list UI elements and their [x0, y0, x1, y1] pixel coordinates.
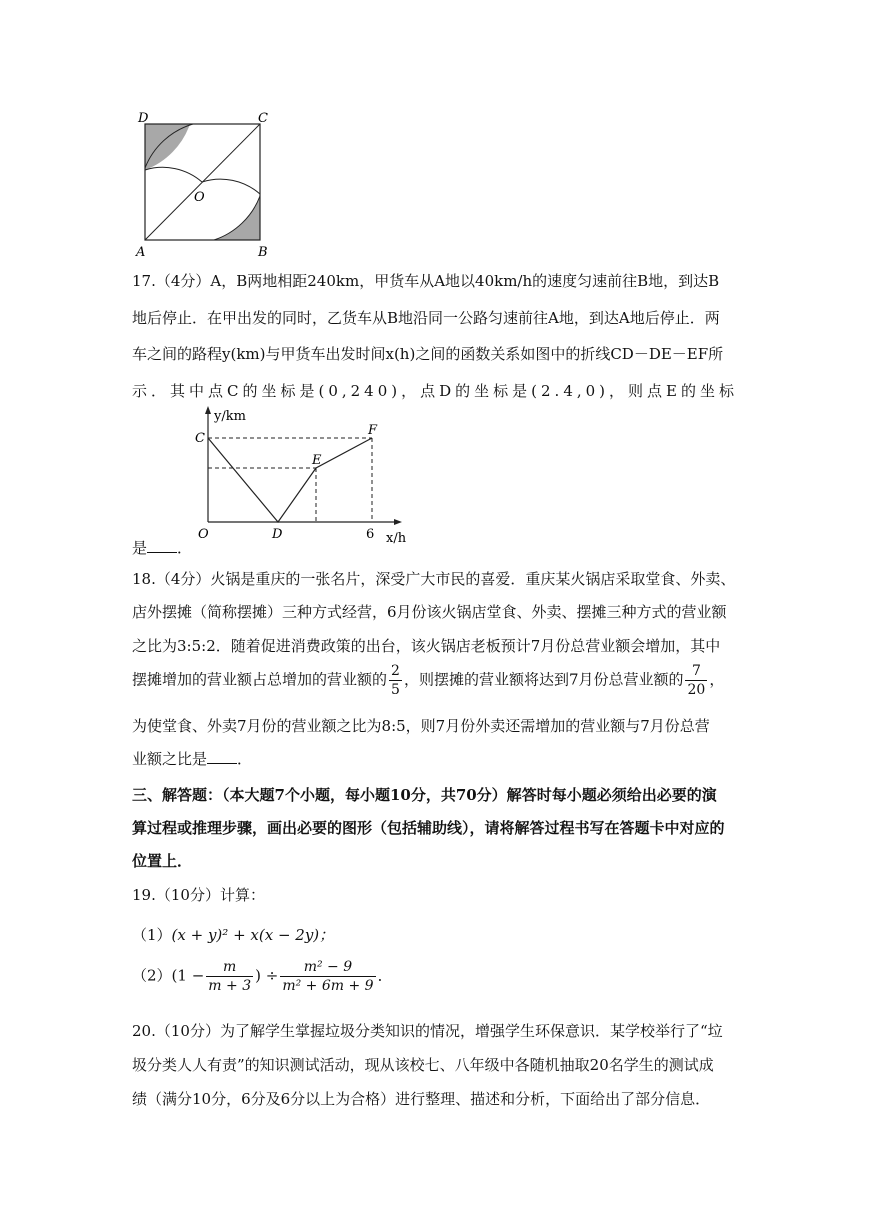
- q17-line-3: 车之间的路程y(km)与甲货车出发时间x(h)之间的函数关系如图中的折线CD－DE－EF所: [132, 345, 724, 363]
- q18-line-6: [132, 749, 252, 769]
- q19-part-2: [132, 958, 393, 995]
- q20-line-1: 20.（10分）为了解学生掌握垃圾分类知识的情况，增强学生环保意识．某学校举行了“垃: [132, 1022, 723, 1040]
- q18-line-4: [132, 662, 724, 699]
- label-f: F: [368, 423, 378, 438]
- tick-6: 6: [366, 527, 375, 542]
- q18-line-2: 店外摆摊（简称摆摊）三种方式经营，6月份该火锅店堂食、外卖、摆摊三种方式的营业额: [132, 603, 727, 621]
- q18-text-b: ，则摆摊的营业额将达到7月份总营业额的: [403, 670, 684, 689]
- q18-end: ．: [237, 750, 253, 768]
- function-graph: [190, 404, 420, 552]
- q18-line-3: 之比为3:5:2．随着促进消费政策的出台，该火锅店老板预计7月份总营业额会增加，其中: [132, 637, 721, 655]
- q18-text-a: 摆摊增加的营业额占总增加的营业额的: [132, 670, 388, 689]
- fraction-m-over-m3: $\frac{m}{m + 3}$: [208, 959, 252, 994]
- q18-text-c: ，: [709, 670, 725, 689]
- q17-line-1: 17.（4分）A，B两地相距240km，甲货车从A地以40km/h的速度匀速前往B地，到达B: [132, 272, 720, 290]
- q17-shi: 是: [132, 539, 148, 557]
- answer-blank-18: [207, 749, 237, 764]
- label-c: C: [195, 431, 205, 446]
- label-b: B: [258, 245, 268, 260]
- section3-line-1: 三、解答题：（本大题7个小题，每小题10分，共70分）解答时每小题必须给出必要的演: [132, 786, 717, 804]
- q20-line-2: 圾分类人人有责”的知识测试活动，现从该校七、八年级中各随机抽取20名学生的测试成: [132, 1056, 714, 1074]
- q19-p2-label: （2）: [132, 966, 172, 985]
- q19-part-1: [132, 925, 334, 945]
- q19-p2-end: ．: [377, 966, 393, 985]
- q19-p2-open: (1 −: [171, 966, 205, 985]
- section3-line-2: 算过程或推理步骤，画出必要的图形（包括辅助线），请将解答过程书写在答题卡中对应的: [132, 819, 725, 837]
- shaded-region-bottom-right: [214, 196, 260, 240]
- label-d: D: [272, 527, 283, 542]
- q18-text-end: 业额之比是: [132, 750, 208, 768]
- q19-head: 19.（10分）计算：: [132, 886, 265, 904]
- label-d: D: [138, 111, 149, 126]
- square-figure: [130, 106, 275, 262]
- q19-p1-expr: (x + y)² + x(x − 2y)；: [171, 926, 335, 944]
- label-o: O: [194, 190, 205, 205]
- x-axis-arrow: [394, 519, 402, 525]
- answer-blank-17: [147, 538, 177, 553]
- q18-line-1: 18.（4分）火锅是重庆的一张名片，深受广大市民的喜爱．重庆某火锅店采取堂食、外卖、: [132, 570, 736, 588]
- fraction-7-20: $\frac{7}{20}$: [687, 663, 706, 698]
- q17-line-2: 地后停止．在甲出发的同时，乙货车从B地沿同一公路匀速前往A地，到达A地后停止．两: [132, 309, 720, 327]
- q19-p1-label: （1）: [132, 926, 172, 944]
- polyline-cdef: [208, 438, 372, 522]
- q20-line-3: 绩（满分10分，6分及6分以上为合格）进行整理、描述和分析，下面给出了部分信息．: [132, 1090, 711, 1108]
- label-e: E: [312, 453, 322, 468]
- label-o: O: [198, 527, 209, 542]
- q17-line-5: [132, 538, 192, 558]
- fraction-2-5: $\frac{2}{5}$: [391, 663, 400, 698]
- x-axis-label: x/h: [386, 531, 407, 546]
- y-axis-arrow: [205, 406, 211, 414]
- section3-line-3: 位置上．: [132, 852, 193, 870]
- q19-p2-div: ) ÷: [255, 966, 279, 985]
- y-axis-label: y/km: [214, 409, 246, 424]
- q18-line-5: 为使堂食、外卖7月份的营业额之比为8:5，则7月份外卖还需增加的营业额与7月份总营: [132, 717, 710, 735]
- label-c: C: [258, 111, 268, 126]
- fraction-m2-9: $\frac{\text{m² − 9}}{\text{m² + 6m + 9}}$: [282, 959, 374, 994]
- q17-end: ．: [177, 539, 193, 557]
- label-a: A: [136, 245, 146, 260]
- q17-line-4: 示．其中点C的坐标是(0,240)，点D的坐标是(2.4,0)，则点E的坐标: [132, 382, 738, 400]
